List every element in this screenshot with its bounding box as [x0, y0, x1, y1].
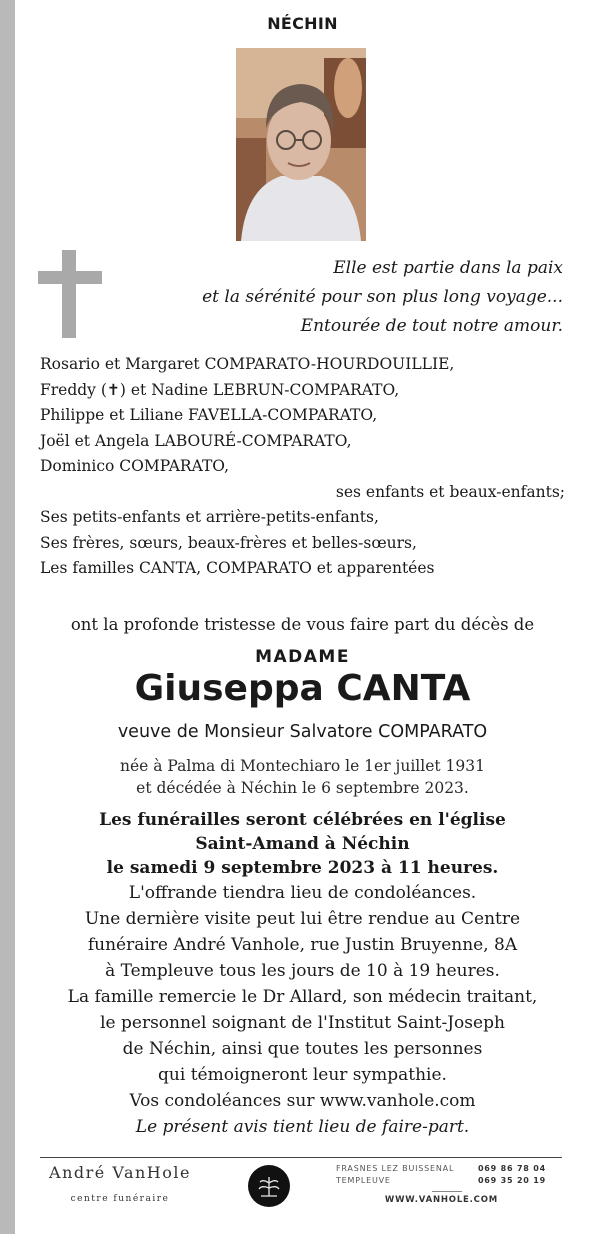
- quote-line: et la sérénité pour son plus long voyage...: [202, 287, 563, 307]
- brand-subtitle: centre funéraire: [70, 1194, 170, 1204]
- family-member: Joël et Angela LABOURÉ-COMPARATO,: [40, 431, 352, 450]
- funeral-home-brand: [40, 1163, 200, 1204]
- location-name: FRASNES LEZ BUISSENAL: [336, 1164, 455, 1173]
- condolences-link[interactable]: Vos condoléances sur www.vanhole.com: [129, 1091, 476, 1111]
- brand-name: André VanHole: [49, 1163, 191, 1182]
- latin-cross-icon: [38, 250, 102, 338]
- location-row: [336, 1175, 546, 1187]
- birth-line: née à Palma di Montechiaro le 1er juillet 1931: [119, 757, 485, 775]
- family-member: Ses petits-enfants et arrière-petits-enfants,: [40, 508, 379, 526]
- family-member: Les familles CANTA, COMPARATO et apparentées: [40, 559, 435, 577]
- family-member: Ses frères, sœurs, beaux-frères et belles-sœurs,: [40, 533, 417, 552]
- quote-line: Entourée de tout notre amour.: [300, 316, 563, 336]
- location-name: TEMPLEUVE: [336, 1176, 391, 1185]
- funeral-info: [15, 808, 590, 880]
- family-member: Philippe et Liliane FAVELLA-COMPARATO,: [40, 406, 378, 424]
- detail-line: à Templeuve tous les jours de 10 à 19 heures.: [105, 961, 500, 981]
- left-accent-bar: [0, 0, 15, 1234]
- funeral-line: Saint-Amand à Néchin: [195, 834, 410, 854]
- funeral-line: Les funérailles seront célébrées en l'église: [99, 810, 506, 830]
- detail-line: le personnel soignant de l'Institut Saint-Joseph: [100, 1013, 505, 1033]
- epitaph-quote: [202, 254, 563, 341]
- funeral-details: [15, 880, 590, 1140]
- detail-line: La famille remercie le Dr Allard, son médecin traitant,: [67, 987, 538, 1007]
- family-member: Dominico COMPARATO,: [40, 457, 230, 475]
- funeral-line: le samedi 9 septembre 2023 à 11 heures.: [106, 858, 499, 878]
- announcement-text: ont la profonde tristesse de vous faire part du décès de: [70, 615, 535, 634]
- portrait-photo: [236, 48, 366, 241]
- funeral-logo-icon: [248, 1165, 290, 1207]
- detail-line: de Néchin, ainsi que toutes les personnes: [122, 1039, 483, 1059]
- deceased-name: Giuseppa CANTA: [134, 668, 471, 709]
- detail-line: funéraire André Vanhole, rue Justin Bruyenne, 8A: [87, 935, 518, 955]
- family-list: [40, 352, 565, 582]
- contact-block: [336, 1163, 546, 1205]
- quote-line: Elle est partie dans la paix: [333, 258, 563, 278]
- birth-death-info: [15, 755, 590, 799]
- deceased-title: MADAME: [255, 647, 350, 667]
- family-role: ses enfants et beaux-enfants;: [335, 482, 565, 501]
- family-member: Freddy (✝) et Nadine LEBRUN-COMPARATO,: [40, 380, 400, 399]
- detail-line: qui témoigneront leur sympathie.: [158, 1065, 447, 1085]
- family-member: Rosario et Margaret COMPARATO-HOURDOUILLIE,: [40, 355, 455, 373]
- footer-divider: [40, 1157, 562, 1158]
- location-phone[interactable]: 069 35 20 19: [477, 1176, 546, 1185]
- closing-note: Le présent avis tient lieu de faire-part.: [135, 1117, 470, 1137]
- contact-divider: [432, 1191, 462, 1192]
- town-name: NÉCHIN: [267, 14, 338, 33]
- widow-of: veuve de Monsieur Salvatore COMPARATO: [117, 722, 488, 742]
- death-line: et décédée à Néchin le 6 septembre 2023.: [136, 779, 469, 797]
- website-link[interactable]: WWW.VANHOLE.COM: [384, 1195, 498, 1205]
- detail-line: Une dernière visite peut lui être rendue au Centre: [84, 909, 521, 929]
- detail-line: L'offrande tiendra lieu de condoléances.: [128, 883, 477, 903]
- location-row: [336, 1163, 546, 1175]
- location-phone[interactable]: 069 86 78 04: [477, 1164, 546, 1173]
